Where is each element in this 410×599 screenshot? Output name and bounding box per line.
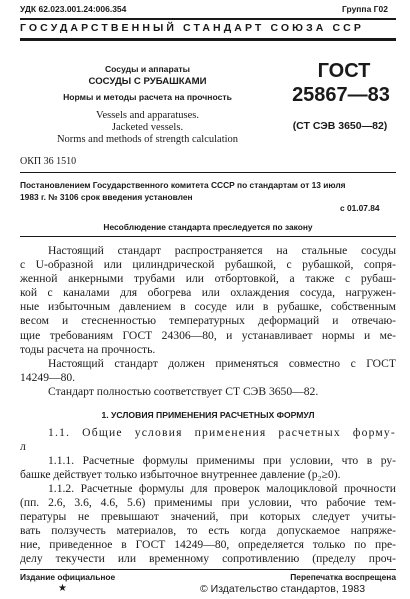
- title-en-line1: Vessels and apparatuses.: [96, 110, 199, 121]
- intro-line: с U-образной или цилиндрической рубашкой, с рубашкой, сопря-: [20, 258, 396, 272]
- correspondence-paragraph: [20, 385, 396, 399]
- gost-number: 25867—83: [292, 84, 390, 106]
- law-warning: Несоблюдение стандарта преследуется по закону: [103, 222, 313, 232]
- clause-1-1-line: 1.1. Общие условия применения расчетных форму-: [48, 426, 396, 439]
- decree-line1: Постановлением Государственного комитета СССР по стандартам от 13 июля: [20, 180, 346, 190]
- footer-rule: [20, 569, 396, 570]
- clause-1-1-2: [20, 482, 396, 567]
- intro-line: Настоящий стандарт распространяется на стальные сосуды: [48, 244, 396, 257]
- title-en-line2: Jacketed vessels.: [111, 122, 184, 133]
- title-ru-line1: Сосуды и аппараты: [104, 64, 191, 74]
- intro-line: ные избыточным давлением в сосуде или в рубашке, собственным: [20, 300, 396, 314]
- copyright-notice: © Издательство стандартов, 1983: [200, 583, 366, 595]
- official-edition-label: Издание официальное: [20, 572, 116, 582]
- clause-1-1-2-line: вать ползучесть материалов, то есть когда допускаемое напряже-: [20, 524, 396, 538]
- intro-line: женной анкерными трубами или отбортовкой, а также с рубаш-: [20, 272, 396, 286]
- intro-line: щие требованиям ГОСТ 24306—80, и устанавливает нормы и ме-: [20, 328, 396, 342]
- clause-1-1-2-line: 1.1.2. Расчетные формулы для проверок малоцикловой прочности: [48, 482, 396, 495]
- title-ru-line3: Нормы и методы расчета на прочность: [63, 92, 232, 102]
- clause-1-1-1-line: башке действует только избыточное внутреннее давление (p₂≥0).: [20, 468, 341, 482]
- correspondence-line: Стандарт полностью соответствует СТ СЭВ 3650—82.: [48, 385, 319, 398]
- intro-line: тоды расчета на прочность.: [20, 342, 156, 356]
- title-en-line3: Norms and methods of strength calculation: [56, 134, 239, 145]
- intro-line: весом и стесненностью температурных деформаций и отвечаю-: [20, 314, 396, 328]
- clause-1-1-line: л: [20, 440, 27, 454]
- okp-rule: [20, 172, 396, 173]
- group-code: Группа Г02: [342, 4, 388, 14]
- intro-paragraph: [20, 244, 396, 357]
- udk-code: УДК 62.023.001.24:006.354: [20, 4, 127, 14]
- star-icon: ★: [58, 583, 67, 594]
- decree-line2: 1983 г. № 3106 срок введения установлен: [20, 192, 193, 202]
- clause-1-1-2-line: ние, приведенное в ГОСТ 14249—80, определяется только по пре-: [20, 538, 396, 552]
- warning-rule: [20, 236, 396, 237]
- standard-banner: ГОСУДАРСТВЕННЫЙ СТАНДАРТ СОЮЗА ССР: [20, 22, 364, 34]
- reprint-prohibited-label: Перепечатка воспрещена: [290, 572, 396, 582]
- compat-line: 14249—80.: [20, 371, 76, 385]
- title-ru-line2: СОСУДЫ С РУБАШКАМИ: [88, 76, 207, 87]
- clause-1-1: [20, 426, 396, 454]
- clause-1-1-1: [20, 454, 396, 482]
- clause-1-1-2-line: (пп. 2.6, 3.6, 4.6, 5.6) применимы при условии, что рабочие тем-: [20, 496, 396, 510]
- st-sev-number: (СТ СЭВ 3650—82): [292, 120, 388, 132]
- compatibility-paragraph: [20, 357, 396, 385]
- top-rule: [20, 18, 396, 20]
- decree-date: с 01.07.84: [340, 203, 380, 213]
- clause-1-1-2-line: пературы не превышают значений, при которых следует учиты-: [20, 510, 396, 524]
- banner-rule: [20, 38, 396, 41]
- gost-label: ГОСТ: [317, 60, 371, 82]
- clause-1-1-1-line: 1.1.1. Расчетные формулы применимы при условии, что в ру-: [48, 454, 396, 467]
- clause-1-1-2-line: делу текучести или временному сопротивлению (пределу проч-: [20, 552, 396, 566]
- compat-line: Настоящий стандарт должен применяться совместно с ГОСТ: [48, 357, 396, 370]
- section-1-heading: 1. УСЛОВИЯ ПРИМЕНЕНИЯ РАСЧЕТНЫХ ФОРМУЛ: [101, 410, 315, 420]
- okp-code: ОКП 36 1510: [20, 156, 77, 167]
- intro-line: кой с каналами для обогрева или охлаждения сосуда, нагружен-: [20, 286, 396, 300]
